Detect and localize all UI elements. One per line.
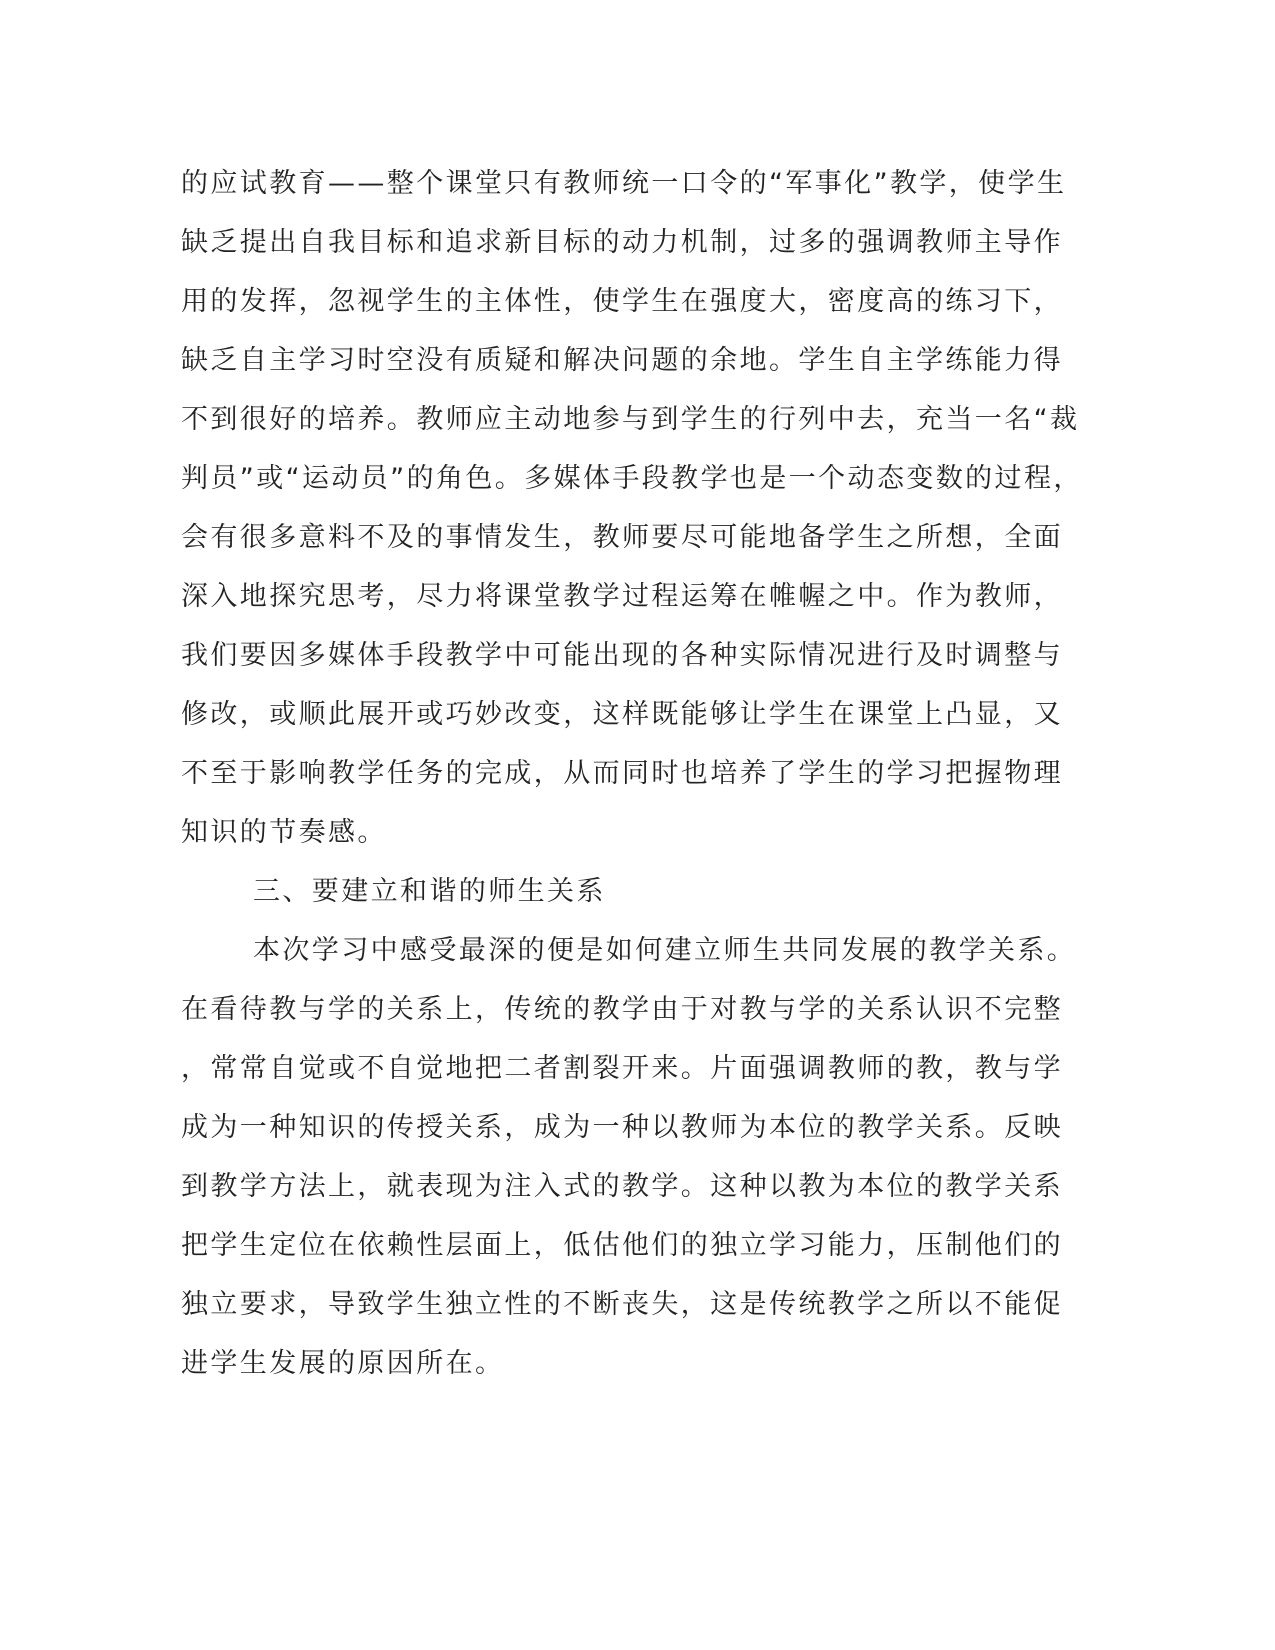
document-body [181,154,1083,1393]
text-line: 缺乏提出自我目标和追求新目标的动力机制，过多的强调教师主导作 [181,227,1063,258]
text-line: 进学生发展的原因所在。 [181,1348,505,1379]
text-line: 深入地探究思考，尽力将课堂教学过程运筹在帷幄之中。作为教师， [181,581,1063,612]
text-line: 修改，或顺此展开或巧妙改变，这样既能够让学生在课堂上凸显，又 [181,699,1063,730]
text-line: 缺乏自主学习时空没有质疑和解决问题的余地。学生自主学练能力得 [181,345,1063,376]
text-line: 本次学习中感受最深的便是如何建立师生共同发展的教学关系。 [253,935,1077,966]
text-line: 知识的节奏感。 [181,817,387,848]
text-line: 成为一种知识的传授关系，成为一种以教师为本位的教学关系。反映 [181,1112,1063,1143]
text-line: 到教学方法上，就表现为注入式的教学。这种以教为本位的教学关系 [181,1171,1063,1202]
text-line: 把学生定位在依赖性层面上，低估他们的独立学习能力，压制他们的 [181,1230,1063,1261]
text-line: 判员”或“运动员”的角色。多媒体手段教学也是一个动态变数的过程， [181,463,1083,494]
text-line: 的应试教育——整个课堂只有教师统一口令的“军事化”教学，使学生 [181,168,1067,199]
text-line: 独立要求，导致学生独立性的不断丧失，这是传统教学之所以不能促 [181,1289,1063,1320]
text-line: 在看待教与学的关系上，传统的教学由于对教与学的关系认识不完整 [181,994,1063,1025]
paragraph-1 [181,154,1083,862]
text-line: 会有很多意料不及的事情发生，教师要尽可能地备学生之所想，全面 [181,522,1063,553]
text-line: 我们要因多媒体手段教学中可能出现的各种实际情况进行及时调整与 [181,640,1063,671]
text-line: 不至于影响教学任务的完成，从而同时也培养了学生的学习把握物理 [181,758,1063,789]
text-line: 用的发挥，忽视学生的主体性，使学生在强度大，密度高的练习下， [181,286,1063,317]
text-line: ，常常自觉或不自觉地把二者割裂开来。片面强调教师的教，教与学 [181,1053,1063,1084]
text-line: 不到很好的培养。教师应主动地参与到学生的行列中去，充当一名“裁 [181,404,1080,435]
paragraph-2 [181,921,1077,1393]
section-heading: 三、要建立和谐的师生关系 [253,876,606,907]
